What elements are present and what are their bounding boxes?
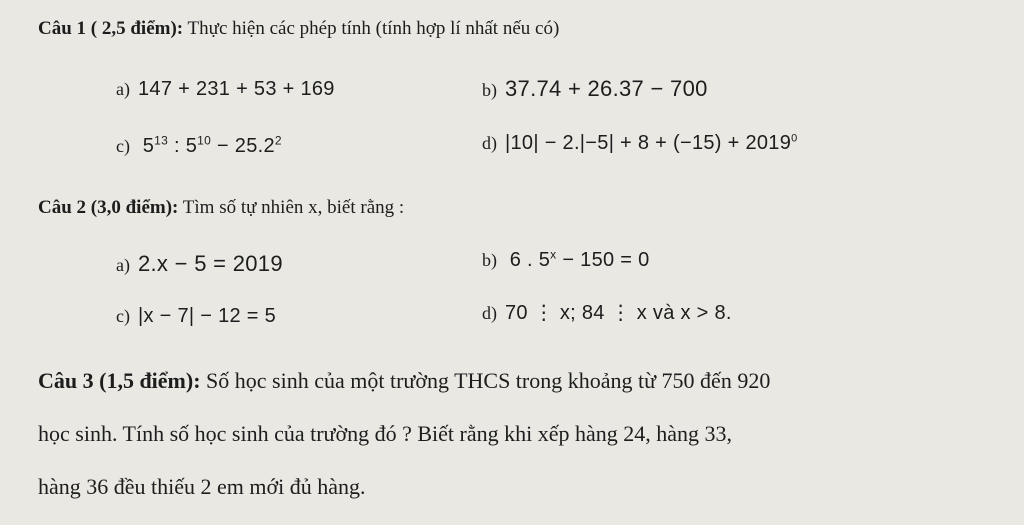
q1-d-exponent: 0 — [791, 132, 798, 145]
q2-a-expression: 2.x − 5 = 2019 — [137, 251, 283, 276]
q2-b-pre: 6 . 5 — [509, 249, 551, 271]
q1-c-expression — [143, 135, 282, 157]
question-3-line-3 — [38, 474, 366, 500]
q2-item-d — [482, 300, 732, 325]
q1-a-label: a) — [116, 79, 130, 99]
question-3-line-1 — [38, 368, 770, 394]
q1-c-tail: − 25.2 — [211, 135, 275, 157]
question-2-prompt: Tìm số tự nhiên x, biết rằng : — [178, 197, 405, 218]
q1-d-expression: |10| − 2.|−5| + 8 + (−15) + 2019 — [505, 132, 792, 154]
q1-item-b — [482, 76, 708, 102]
q2-c-expression: |x − 7| − 12 = 5 — [137, 305, 277, 327]
question-1-title: Câu 1 ( 2,5 điểm): — [38, 18, 184, 39]
q1-item-c — [116, 135, 282, 158]
q1-c-base: 5 — [142, 135, 155, 157]
q1-a-expression: 147 + 231 + 53 + 169 — [137, 78, 335, 100]
q1-c-exp1: 13 — [154, 133, 169, 148]
question-3-text-3: hàng 36 đều thiếu 2 em mới đủ hàng. — [38, 474, 366, 499]
question-2-title: Câu 2 (3,0 điểm): — [38, 197, 179, 218]
q2-item-a — [116, 251, 283, 277]
q2-b-label: b) — [482, 250, 497, 270]
q2-a-label: a) — [116, 255, 130, 275]
q1-item-d — [482, 132, 798, 155]
q1-b-label: b) — [482, 80, 497, 100]
q2-b-exponent: x — [550, 247, 557, 262]
q1-c-exp3: 2 — [274, 133, 282, 148]
question-3-text-2: học sinh. Tính số học sinh của trường đó ? Biết rằng khi xếp hàng 24, hàng 33, — [38, 421, 733, 446]
question-3-title: Câu 3 (1,5 điểm): — [38, 368, 201, 393]
q2-b-post: − 150 = 0 — [556, 249, 650, 271]
q1-c-exp2: 10 — [197, 133, 212, 148]
q2-d-label: d) — [482, 303, 497, 323]
q1-c-mid: : 5 — [168, 135, 198, 157]
q1-d-label: d) — [482, 133, 497, 153]
q2-d-expression: 70 ⋮ x; 84 ⋮ x và x > 8. — [505, 302, 732, 324]
q2-b-expression — [510, 249, 650, 271]
q1-item-a — [116, 78, 335, 101]
q1-c-label: c) — [116, 136, 130, 156]
question-1-prompt: Thực hiện các phép tính (tính hợp lí nhất nếu có) — [183, 18, 560, 39]
q2-item-c — [116, 305, 276, 328]
question-3-line-2 — [38, 421, 732, 447]
question-1-heading — [38, 18, 559, 40]
question-2-heading — [38, 197, 404, 219]
q1-b-expression: 37.74 + 26.37 − 700 — [505, 76, 708, 101]
q2-item-b — [482, 249, 650, 272]
question-3-text-1: Số học sinh của một trường THCS trong khoảng từ 750 đến 920 — [200, 368, 771, 393]
q2-c-label: c) — [116, 306, 130, 326]
